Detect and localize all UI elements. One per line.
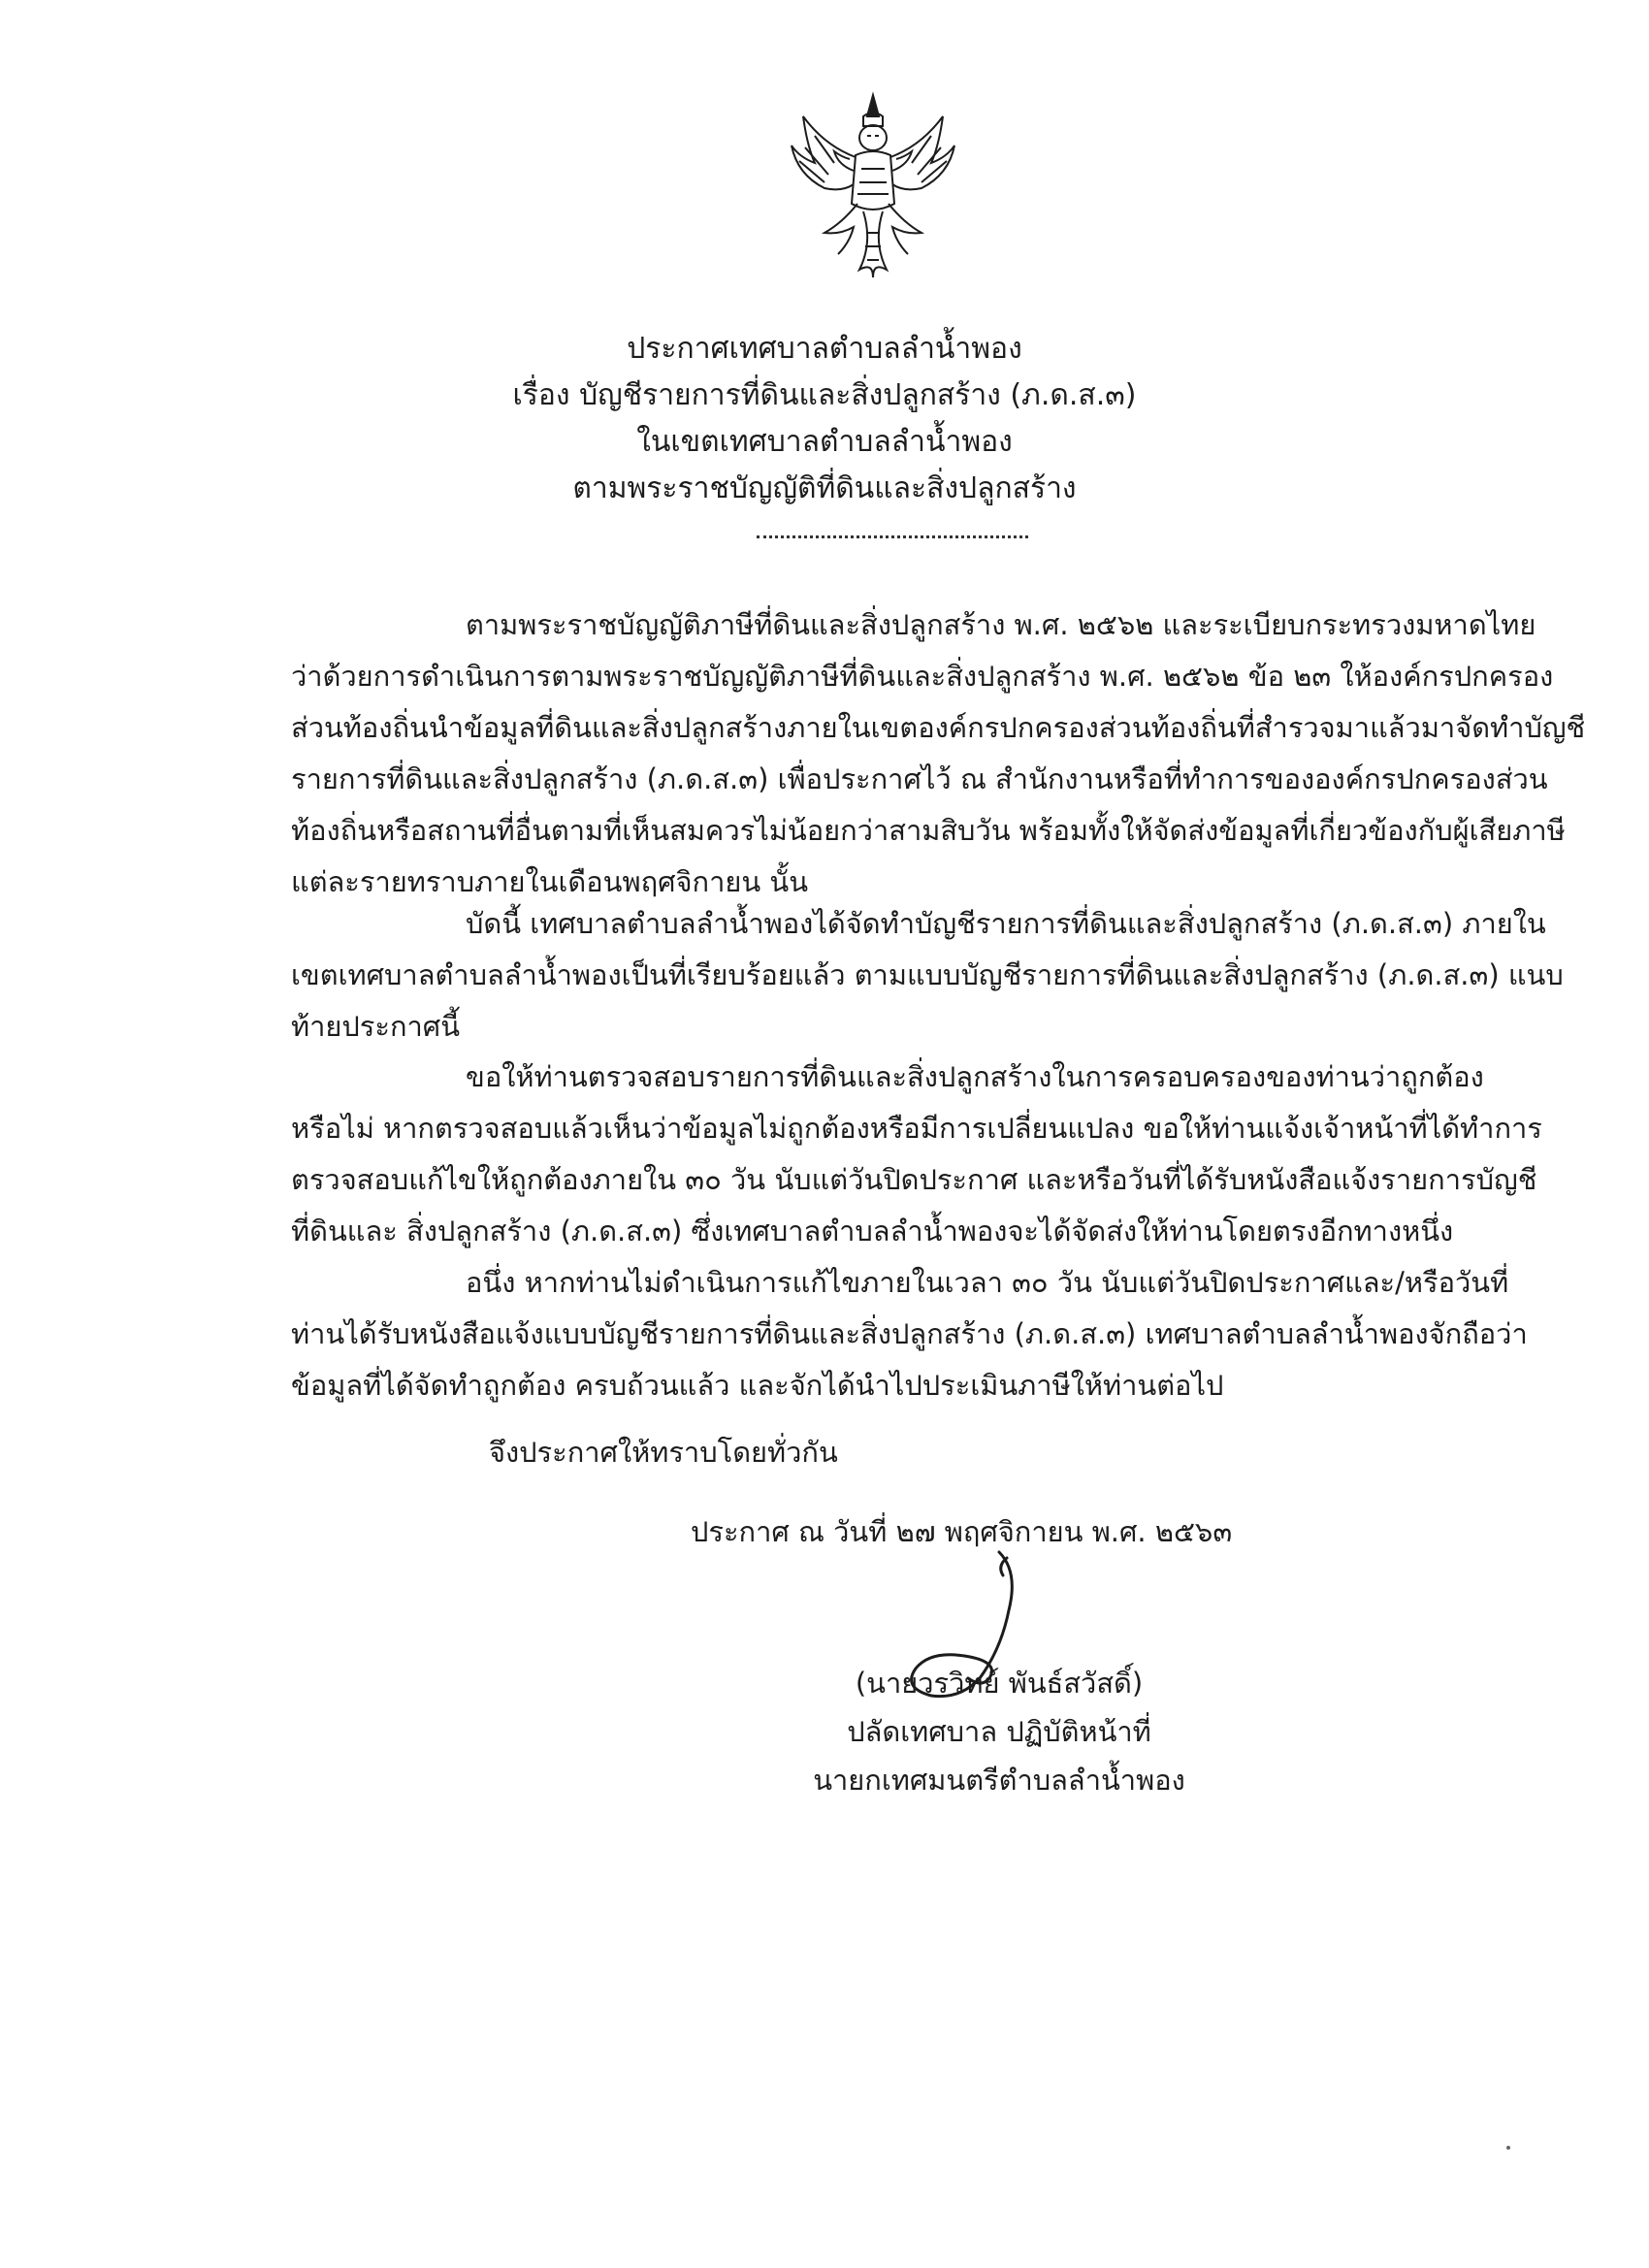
announcement-header <box>0 326 1649 512</box>
issuer-title: ประกาศเทศบาลตำบลลำน้ำพอง <box>627 332 1022 366</box>
paragraph-line: ท่านได้รับหนังสือแจ้งแบบบัญชีรายการที่ดินและสิ่งปลูกสร้าง (ภ.ด.ส.๓) เทศบาลตำบลลำน้ำพองจักถือว่า <box>291 1317 1528 1350</box>
body-paragraph-1 <box>291 599 1586 908</box>
subject-line: เรื่อง บัญชีรายการที่ดินและสิ่งปลูกสร้าง (ภ.ด.ส.๓) <box>512 378 1137 412</box>
paragraph-line: ส่วนท้องถิ่นนำข้อมูลที่ดินและสิ่งปลูกสร้างภายในเขตองค์กรปกครองส่วนท้องถิ่นที่สำรวจมาแล้วมาจัดทำบัญชี <box>291 711 1586 744</box>
closing-statement: จึงประกาศให้ทราบโดยทั่วกัน <box>489 1436 838 1469</box>
header-divider <box>757 535 1028 538</box>
paragraph-line: เขตเทศบาลตำบลลำน้ำพองเป็นที่เรียบร้อยแล้ว ตามแบบบัญชีรายการที่ดินและสิ่งปลูกสร้าง (ภ.ด.ส.๓) แนบ <box>291 958 1564 991</box>
paragraph-line: อนึ่ง หากท่านไม่ดำเนินการแก้ไขภายในเวลา ๓๐ วัน นับแต่วันปิดประกาศและ/หรือวันที่ <box>466 1266 1509 1299</box>
signatory-position: ปลัดเทศบาล ปฏิบัติหน้าที่ <box>847 1715 1151 1748</box>
paragraph-line: ที่ดินและ สิ่งปลูกสร้าง (ภ.ด.ส.๓) ซึ่งเทศบาลตำบลลำน้ำพองจะได้จัดส่งให้ท่านโดยตรงอีกทางหนึ่ง <box>291 1215 1454 1247</box>
paragraph-line: ว่าด้วยการดำเนินการตามพระราชบัญญัติภาษีที่ดินและสิ่งปลูกสร้าง พ.ศ. ๒๕๖๒ ข้อ ๒๓ ให้องค์กรปกครอง <box>291 660 1554 693</box>
paragraph-line: แต่ละรายทราบภายในเดือนพฤศจิกายน นั้น <box>291 865 809 898</box>
paragraph-line: ตรวจสอบแก้ไขให้ถูกต้องภายใน ๓๐ วัน นับแต่วันปิดประกาศ และหรือวันที่ได้รับหนังสือแจ้งรายการบัญชี <box>291 1163 1537 1196</box>
paragraph-line: ท้องถิ่นหรือสถานที่อื่นตามที่เห็นสมควรไม่น้อยกว่าสามสิบวัน พร้อมทั้งให้จัดส่งข้อมูลที่เกี่ยวข้องกับผู้เสียภาษี <box>291 814 1566 847</box>
paragraph-line: บัดนี้ เทศบาลตำบลลำน้ำพองได้จัดทำบัญชีรายการที่ดินและสิ่งปลูกสร้าง (ภ.ด.ส.๓) ภายใน <box>466 907 1546 940</box>
signatory-name: (นายวรวิทย์ พันธ์สวัสดิ์) <box>855 1667 1144 1700</box>
body-paragraph-2 <box>291 898 1564 1053</box>
signatory-acting-position: นายกเทศมนตรีตำบลลำน้ำพอง <box>813 1764 1185 1797</box>
paragraph-line: หรือไม่ หากตรวจสอบแล้วเห็นว่าข้อมูลไม่ถูกต้องหรือมีการเปลี่ยนแปลง ขอให้ท่านแจ้งเจ้าหน้าที่ได้ทำการ <box>291 1112 1542 1145</box>
paragraph-line: ท้ายประกาศนี้ <box>291 1010 461 1043</box>
body-paragraph-4 <box>291 1257 1528 1411</box>
paragraph-line: ขอให้ท่านตรวจสอบรายการที่ดินและสิ่งปลูกสร้างในการครอบครองของท่านว่าถูกต้อง <box>466 1060 1484 1093</box>
act-line: ตามพระราชบัญญัติที่ดินและสิ่งปลูกสร้าง <box>572 471 1077 505</box>
garuda-emblem-icon <box>786 87 960 281</box>
body-paragraph-3 <box>291 1052 1542 1257</box>
paragraph-line: ข้อมูลที่ได้จัดทำถูกต้อง ครบถ้วนแล้ว และจักได้นำไปประเมินภาษีให้ท่านต่อไป <box>291 1369 1224 1402</box>
paragraph-line: รายการที่ดินและสิ่งปลูกสร้าง (ภ.ด.ส.๓) เพื่อประกาศไว้ ณ สำนักงานหรือที่ทำการขององค์กรปกครองส่วน <box>291 762 1548 795</box>
scan-speck <box>1506 2146 1510 2150</box>
signature-block <box>795 1659 1203 1804</box>
announcement-date: ประกาศ ณ วันที่ ๒๗ พฤศจิกายน พ.ศ. ๒๕๖๓ <box>691 1515 1233 1548</box>
jurisdiction-line: ในเขตเทศบาลตำบลลำน้ำพอง <box>636 425 1013 459</box>
paragraph-line: ตามพระราชบัญญัติภาษีที่ดินและสิ่งปลูกสร้าง พ.ศ. ๒๕๖๒ และระเบียบกระทรวงมหาดไทย <box>466 608 1536 641</box>
